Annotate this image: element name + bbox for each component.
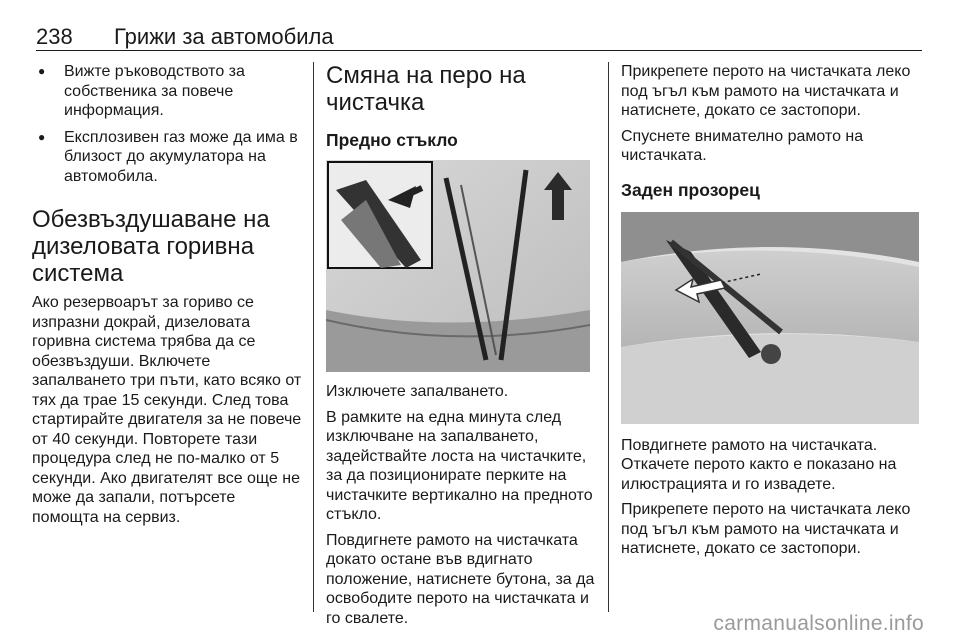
windscreen-wiper-illustration: [326, 160, 590, 372]
page-title: Грижи за автомобила: [114, 24, 334, 49]
column-divider: [313, 62, 314, 612]
bullet-item: ● Експлозивен газ може да има в близост до акумулатора на автомобила.: [32, 128, 302, 187]
column-left: [32, 62, 302, 533]
subheading-windscreen: Предно стъкло: [326, 130, 458, 150]
column-right: [621, 62, 921, 565]
wiper-step-4: Прикрепете перото на чистачката леко под ъгъл към рамото на чистачката и натиснете, докато се застопори.: [621, 63, 911, 119]
subheading-rear-window: Заден прозорец: [621, 179, 760, 200]
diesel-paragraph: Ако резервоарът за гориво се изпразни докрай, дизеловата горивна система трябва да се обезвъздуши. Включете запалването три пъти, като всяко от тях да трае 15 секунди. След това стартирайте двигателя за не повече от 40 секунди. Повторете тази процедура след не по-малко от 5 секунди. Ако двигателят все още не може да запали, потърсете помощта на сервиз.: [32, 294, 302, 526]
column-middle: [326, 62, 602, 634]
bullet-item: ● Вижте ръководството за собственика за повече информация.: [32, 62, 302, 121]
column-divider: [608, 62, 609, 612]
watermark: carmanualsonline.info: [713, 612, 924, 635]
rear-wiper-illustration: [621, 212, 919, 424]
page-number: 238: [36, 24, 73, 49]
section-heading-wiper: Смяна на перо на чистачка: [326, 62, 526, 116]
rear-step-2: Прикрепете перото на чистачката леко под ъгъл към рамото на чистачката и натиснете, докато се застопори.: [621, 501, 911, 557]
rear-step-1: Повдигнете рамото на чистачката. Откачете перото както е показано на илюстрацията и го извадете.: [621, 436, 897, 493]
wiper-step-3: Повдигнете рамото на чистачката докато остане във вдигнато положение, натиснете бутона, за да освободите перото на чистачката и го свалете.: [326, 531, 595, 627]
page-header: [36, 18, 922, 51]
section-heading-diesel: Обезвъздушаване на дизеловата горивна система: [32, 206, 270, 287]
wiper-step-1: Изключете запалването.: [326, 383, 509, 400]
wiper-step-5: Спуснете внимателно рамото на чистачката.: [621, 127, 864, 164]
wiper-step-2: В рамките на една минута след изключване на запалването, задействайте лоста на чистачките, за да позиционирате перките на чистачките вертикално на предното стъкло.: [326, 408, 593, 523]
